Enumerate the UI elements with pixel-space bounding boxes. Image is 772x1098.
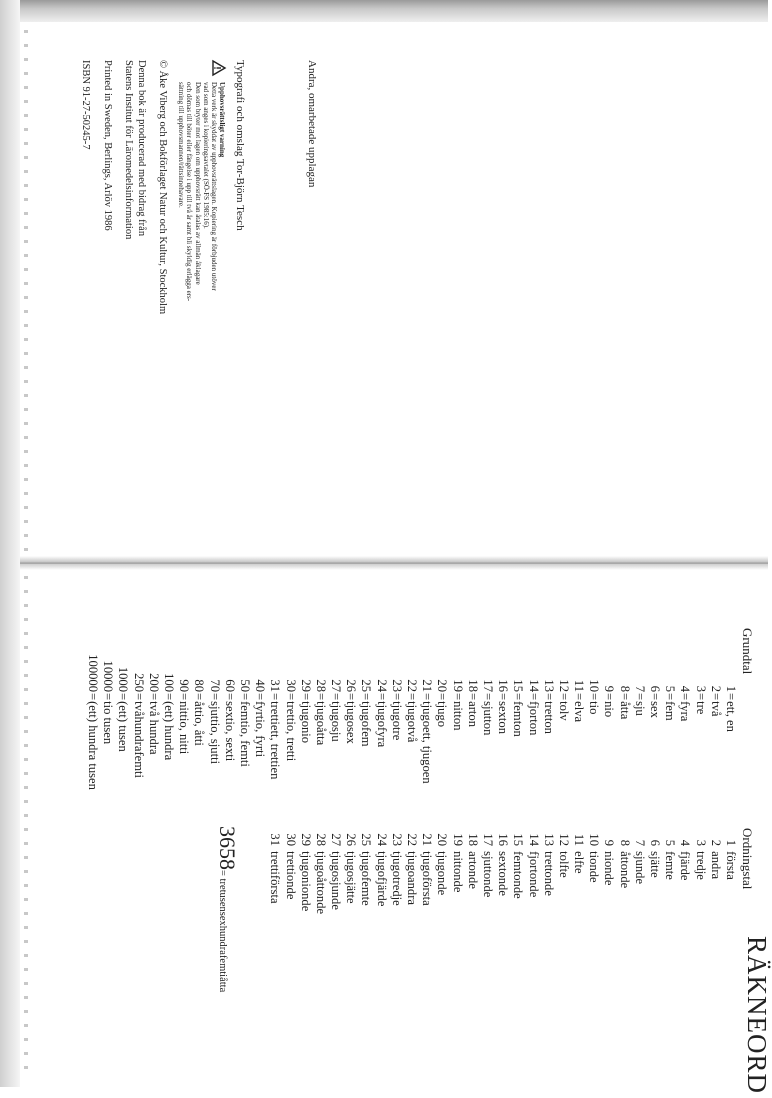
number-digits: 6 bbox=[648, 839, 663, 846]
number-row bbox=[358, 628, 373, 818]
number-row bbox=[647, 628, 662, 818]
number-word: fyra bbox=[678, 701, 693, 722]
equals-sign: = bbox=[101, 693, 116, 701]
copyright-line: © Åke Viberg och Bokförlaget Natur och Kultur, Stockholm bbox=[157, 60, 168, 315]
equals-sign: = bbox=[329, 693, 344, 701]
number-row bbox=[495, 832, 510, 992]
equals-sign: = bbox=[526, 693, 541, 701]
number-digits: 20 bbox=[435, 679, 450, 692]
number-row bbox=[617, 832, 632, 992]
warning-line: Detta verk är skyddat av upphovsrättslagen. Kopiering är förbjuden utöver bbox=[210, 82, 219, 291]
number-word: fjortonde bbox=[526, 851, 541, 898]
equals-sign: = bbox=[617, 693, 632, 701]
number-digits: 50 bbox=[238, 679, 252, 692]
number-word: tjugofem bbox=[359, 701, 374, 747]
number-row bbox=[692, 832, 707, 992]
number-word: sjunde bbox=[632, 851, 647, 885]
number-digits: 15 bbox=[511, 679, 526, 692]
scan-edge-top bbox=[0, 0, 768, 22]
number-row bbox=[252, 628, 267, 818]
number-digits: 5 bbox=[663, 839, 678, 846]
number-digits: 5 bbox=[663, 685, 678, 692]
number-digits: 1 bbox=[724, 839, 738, 846]
number-digits: 28 bbox=[313, 679, 328, 692]
number-digits: 10 bbox=[587, 833, 602, 846]
number-word: sjutton bbox=[481, 701, 495, 736]
number-word: tjugoandra bbox=[405, 851, 420, 906]
number-digits: 200 bbox=[146, 673, 161, 692]
equals-sign: = bbox=[344, 693, 359, 701]
number-digits: 19 bbox=[450, 833, 465, 846]
equals-sign: = bbox=[374, 693, 389, 701]
number-row bbox=[525, 628, 540, 818]
imprint-page bbox=[78, 60, 318, 540]
number-digits: 17 bbox=[481, 833, 495, 846]
number-row bbox=[571, 832, 586, 992]
number-digits: 90 bbox=[177, 679, 192, 692]
warning-line: sättning till upphovsmannen/rättsinnehavare. bbox=[177, 82, 186, 208]
number-word: elva bbox=[572, 701, 587, 723]
number-word: tjugoförsta bbox=[420, 851, 435, 906]
equals-sign: = bbox=[222, 693, 237, 701]
number-word: tjugoåttonde bbox=[313, 851, 328, 915]
number-row bbox=[647, 832, 662, 992]
number-word: sex bbox=[648, 701, 663, 718]
production-line: Denna bok är producerad med bidrag från bbox=[135, 60, 147, 237]
number-row bbox=[389, 628, 404, 818]
number-digits: 19 bbox=[450, 679, 465, 692]
warning-triangle-icon bbox=[213, 60, 227, 76]
number-word: sextonde bbox=[496, 851, 511, 896]
number-digits: 15 bbox=[511, 833, 526, 846]
equals-sign: = bbox=[678, 693, 693, 701]
number-word: tvåhundrafemti bbox=[131, 701, 146, 779]
number-digits: 4 bbox=[678, 839, 693, 846]
number-row bbox=[100, 628, 115, 818]
number-digits: 22 bbox=[405, 833, 420, 846]
number-word: tretton bbox=[541, 701, 556, 734]
number-row bbox=[328, 628, 343, 818]
number-row bbox=[267, 628, 282, 818]
number-word: fem bbox=[663, 701, 678, 721]
equals-sign: = bbox=[587, 693, 602, 701]
equals-sign: = bbox=[313, 693, 328, 701]
production-line: Statens Institut för Läromedelsinformation bbox=[122, 60, 134, 240]
number-word: tionde bbox=[587, 851, 602, 883]
equals-sign: = bbox=[192, 693, 207, 701]
equals-sign: = bbox=[465, 693, 480, 701]
number-word: tjugotredje bbox=[389, 851, 404, 906]
number-word: tjugo bbox=[435, 701, 450, 727]
number-digits: 6 bbox=[648, 685, 663, 692]
number-word: femtonde bbox=[511, 851, 526, 899]
equals-sign: = bbox=[116, 693, 131, 701]
number-digits: 14 bbox=[526, 679, 541, 692]
equals-sign: = bbox=[405, 693, 420, 701]
number-row bbox=[708, 628, 723, 818]
number-row bbox=[343, 628, 358, 818]
number-word: sextio, sexti bbox=[222, 701, 237, 762]
number-digits: 28 bbox=[313, 833, 328, 846]
equals-sign: = bbox=[389, 693, 404, 701]
example-number-digits: 3658 bbox=[215, 826, 240, 870]
warning-text bbox=[177, 82, 227, 301]
number-word: tjugonionde bbox=[298, 851, 313, 912]
number-row bbox=[282, 628, 297, 818]
number-digits: 17 bbox=[481, 679, 495, 692]
number-row bbox=[313, 832, 328, 992]
number-digits: 31 bbox=[268, 679, 283, 692]
number-digits: 10000 bbox=[101, 660, 116, 692]
warning-line: Den som bryter mot lagen om upphovsrätt kan åtalas av allmän åklagare bbox=[193, 82, 202, 285]
number-row bbox=[449, 628, 464, 818]
equals-sign: = bbox=[283, 693, 298, 701]
number-row bbox=[723, 832, 738, 992]
number-digits: 16 bbox=[496, 679, 511, 692]
number-row bbox=[541, 832, 556, 992]
number-words-page bbox=[82, 628, 772, 1098]
equals-sign: = bbox=[146, 693, 161, 701]
page-title: RÄKNEORD bbox=[742, 936, 772, 1095]
number-digits: 25 bbox=[359, 833, 374, 846]
equals-sign: = bbox=[177, 693, 192, 701]
number-digits: 70 bbox=[207, 679, 222, 692]
number-row bbox=[343, 832, 358, 992]
equals-sign: = bbox=[450, 693, 465, 701]
typography-credit: Typografi och omslag Tor-Björn Tesch bbox=[234, 60, 247, 231]
equals-sign: = bbox=[253, 693, 268, 701]
number-word: femtio, femti bbox=[238, 701, 252, 767]
number-digits: 12 bbox=[556, 833, 571, 846]
number-row bbox=[480, 832, 495, 992]
number-digits: 27 bbox=[329, 679, 344, 692]
warning-line: vad som anges i kopieringsavtalet (SÖ-FS 1985:16). bbox=[202, 82, 210, 229]
number-word: tredje bbox=[693, 851, 708, 880]
number-row bbox=[222, 628, 237, 818]
equals-sign: = bbox=[162, 693, 177, 701]
number-row bbox=[525, 832, 540, 992]
number-word: trettiett, trettien bbox=[268, 701, 283, 780]
number-digits: 80 bbox=[192, 679, 207, 692]
equals-sign: = bbox=[86, 693, 101, 701]
number-word: tjugosex bbox=[344, 701, 359, 744]
number-row bbox=[419, 832, 434, 992]
number-digits: 31 bbox=[268, 833, 283, 846]
number-word: (ett) hundra bbox=[162, 701, 177, 761]
number-row bbox=[556, 628, 571, 818]
number-word: tjugofemte bbox=[359, 851, 374, 906]
number-digits: 18 bbox=[465, 679, 480, 692]
number-word: fjorton bbox=[526, 701, 541, 736]
number-row bbox=[176, 628, 191, 818]
number-row bbox=[723, 628, 738, 818]
number-word: tolv bbox=[556, 701, 571, 721]
number-digits: 8 bbox=[617, 685, 632, 692]
number-word: sjätte bbox=[648, 851, 663, 878]
equals-sign: = bbox=[481, 693, 495, 701]
number-row bbox=[131, 628, 146, 818]
number-word: fyrtio, fyrti bbox=[253, 701, 268, 758]
number-digits: 10 bbox=[587, 679, 602, 692]
number-digits: 8 bbox=[617, 839, 632, 846]
number-row bbox=[404, 628, 419, 818]
number-row bbox=[434, 628, 449, 818]
number-word: andra bbox=[708, 851, 723, 880]
number-row bbox=[480, 628, 495, 818]
number-word: sju bbox=[632, 701, 647, 716]
equals-sign: = bbox=[572, 693, 587, 701]
number-digits: 21 bbox=[420, 679, 435, 692]
number-row bbox=[374, 832, 389, 992]
number-row bbox=[434, 832, 449, 992]
number-row bbox=[495, 628, 510, 818]
number-row bbox=[237, 628, 252, 818]
warning-line: och dömas till böter eller fängelse i upp till två år samt bli skyldig erlägga ers- bbox=[185, 82, 194, 302]
number-word: tio bbox=[587, 701, 602, 715]
number-row bbox=[632, 832, 647, 992]
number-digits: 16 bbox=[496, 833, 511, 846]
number-word: nittio, nitti bbox=[177, 701, 192, 755]
number-row bbox=[298, 628, 313, 818]
warning-heading: Upphovsrättsligt varning bbox=[218, 82, 227, 158]
number-word: två hundra bbox=[146, 701, 161, 755]
number-digits: 7 bbox=[632, 839, 647, 846]
number-row bbox=[191, 628, 206, 818]
number-word: tio tusen bbox=[101, 701, 116, 745]
edition-note: Andra, omarbetade upplagan bbox=[306, 60, 318, 188]
number-word: trettonde bbox=[541, 851, 556, 896]
example-number-word: = tretusensexhundrafemtiåtta bbox=[217, 870, 228, 993]
number-word: nionde bbox=[602, 851, 617, 886]
equals-sign: = bbox=[511, 693, 526, 701]
equals-sign: = bbox=[207, 693, 222, 701]
number-row bbox=[404, 832, 419, 992]
number-digits: 3 bbox=[693, 839, 708, 846]
equals-sign: = bbox=[648, 693, 663, 701]
equals-sign: = bbox=[632, 693, 647, 701]
number-word: tjugotre bbox=[389, 701, 404, 741]
equals-sign: = bbox=[708, 693, 723, 701]
number-digits: 11 bbox=[572, 679, 587, 692]
number-word: tjugoåtta bbox=[313, 701, 328, 746]
equals-sign: = bbox=[435, 693, 450, 701]
number-digits: 22 bbox=[405, 679, 420, 692]
number-word: tolfte bbox=[556, 851, 571, 878]
equals-sign: = bbox=[131, 693, 146, 701]
example-number bbox=[214, 826, 240, 992]
equals-sign: = bbox=[496, 693, 511, 701]
number-row bbox=[267, 832, 282, 992]
printed-line: Printed in Sweden, Berlings, Arlöv 1986 bbox=[101, 60, 113, 231]
number-word: tjugonde bbox=[435, 851, 450, 896]
number-digits: 25 bbox=[359, 679, 374, 692]
equals-sign: = bbox=[602, 693, 617, 701]
number-row bbox=[328, 832, 343, 992]
number-digits: 30 bbox=[283, 679, 298, 692]
equals-sign: = bbox=[724, 693, 738, 701]
number-word: femte bbox=[663, 851, 678, 880]
number-word: tjugofjärde bbox=[374, 851, 389, 907]
number-word: tjugotvå bbox=[405, 701, 420, 743]
number-word: nio bbox=[602, 701, 617, 718]
number-word: tjugosju bbox=[329, 701, 344, 742]
number-word: tjugofyra bbox=[374, 701, 389, 748]
number-word: (ett) hundra tusen bbox=[86, 701, 101, 790]
number-digits: 21 bbox=[420, 833, 435, 846]
equals-sign: = bbox=[693, 693, 708, 701]
number-digits: 20 bbox=[435, 833, 450, 846]
number-row bbox=[662, 832, 677, 992]
number-word: tjugoett, tjugoen bbox=[420, 701, 435, 784]
equals-sign: = bbox=[541, 693, 556, 701]
number-digits: 1 bbox=[724, 685, 738, 692]
number-row bbox=[389, 832, 404, 992]
number-row bbox=[146, 628, 161, 818]
binding-holes bbox=[24, 30, 28, 1070]
number-row bbox=[313, 628, 328, 818]
number-digits: 100000 bbox=[86, 654, 101, 692]
number-row bbox=[419, 628, 434, 818]
number-word: sjuttonde bbox=[481, 851, 495, 898]
number-row bbox=[541, 628, 556, 818]
number-digits: 24 bbox=[374, 679, 389, 692]
number-row bbox=[601, 628, 616, 818]
scan-edge-left bbox=[0, 0, 20, 1087]
number-word: två bbox=[708, 701, 723, 717]
number-word: tjugosjunde bbox=[329, 851, 344, 910]
number-digits: 13 bbox=[541, 679, 556, 692]
equals-sign: = bbox=[238, 693, 252, 701]
number-row bbox=[708, 832, 723, 992]
cardinal-heading: Grundtal bbox=[740, 628, 755, 675]
number-digits: 11 bbox=[572, 833, 587, 846]
equals-sign: = bbox=[359, 693, 374, 701]
number-word: nitton bbox=[450, 701, 465, 731]
number-row bbox=[662, 628, 677, 818]
number-word: första bbox=[724, 851, 738, 880]
number-row bbox=[586, 832, 601, 992]
number-row bbox=[115, 628, 130, 818]
number-word: elfte bbox=[572, 851, 587, 874]
number-word: sexton bbox=[496, 701, 511, 734]
number-word: trettiförsta bbox=[268, 851, 283, 904]
number-digits: 12 bbox=[556, 679, 571, 692]
number-row bbox=[465, 628, 480, 818]
number-row bbox=[374, 628, 389, 818]
number-digits: 3 bbox=[693, 685, 708, 692]
number-row bbox=[358, 832, 373, 992]
isbn-line: ISBN 91-27-50245-7 bbox=[80, 60, 92, 150]
page-fold bbox=[20, 556, 768, 570]
number-digits: 9 bbox=[602, 685, 617, 692]
number-row bbox=[510, 832, 525, 992]
cardinal-list bbox=[85, 628, 738, 818]
number-word: åtta bbox=[617, 701, 632, 720]
number-digits: 40 bbox=[253, 679, 268, 692]
number-row bbox=[556, 832, 571, 992]
number-digits: 23 bbox=[389, 833, 404, 846]
number-row bbox=[85, 628, 100, 818]
equals-sign: = bbox=[663, 693, 678, 701]
number-row bbox=[465, 832, 480, 992]
number-digits: 30 bbox=[283, 833, 298, 846]
number-word: åttio, åtti bbox=[192, 701, 207, 746]
number-word: tre bbox=[693, 701, 708, 715]
number-digits: 14 bbox=[526, 833, 541, 846]
number-digits: 29 bbox=[298, 679, 313, 692]
number-word: nittonde bbox=[450, 851, 465, 893]
number-word: trettionde bbox=[283, 851, 298, 900]
number-digits: 100 bbox=[162, 673, 177, 692]
number-word: fjärde bbox=[678, 851, 693, 881]
number-digits: 27 bbox=[329, 833, 344, 846]
equals-sign: = bbox=[556, 693, 571, 701]
number-row bbox=[692, 628, 707, 818]
number-word: åttonde bbox=[617, 851, 632, 889]
number-row bbox=[677, 628, 692, 818]
number-row bbox=[298, 832, 313, 992]
number-digits: 18 bbox=[465, 833, 480, 846]
number-digits: 9 bbox=[602, 839, 617, 846]
number-word: tjugonio bbox=[298, 701, 313, 744]
number-word: ett, en bbox=[724, 701, 738, 732]
number-digits: 29 bbox=[298, 833, 313, 846]
number-row bbox=[510, 628, 525, 818]
number-row bbox=[206, 628, 221, 818]
number-row bbox=[282, 832, 297, 992]
number-digits: 4 bbox=[678, 685, 693, 692]
copyright-warning bbox=[177, 60, 227, 540]
number-digits: 2 bbox=[708, 685, 723, 692]
number-digits: 24 bbox=[374, 833, 389, 846]
equals-sign: = bbox=[420, 693, 435, 701]
number-digits: 26 bbox=[344, 679, 359, 692]
number-row bbox=[632, 628, 647, 818]
number-digits: 13 bbox=[541, 833, 556, 846]
number-digits: 60 bbox=[222, 679, 237, 692]
number-digits: 26 bbox=[344, 833, 359, 846]
number-word: arton bbox=[465, 701, 480, 727]
equals-sign: = bbox=[268, 693, 283, 701]
number-row bbox=[449, 832, 464, 992]
number-row bbox=[677, 832, 692, 992]
number-word: femton bbox=[511, 701, 526, 737]
number-word: sjuttio, sjutti bbox=[207, 701, 222, 765]
number-digits: 250 bbox=[131, 673, 146, 692]
number-word: trettio, tretti bbox=[283, 701, 298, 762]
number-row bbox=[617, 628, 632, 818]
number-digits: 23 bbox=[389, 679, 404, 692]
production-note bbox=[122, 60, 148, 540]
equals-sign: = bbox=[298, 693, 313, 701]
number-digits: 7 bbox=[632, 685, 647, 692]
number-digits: 1000 bbox=[116, 666, 131, 692]
ordinal-heading: Ordningstal bbox=[740, 828, 755, 890]
number-row bbox=[571, 628, 586, 818]
number-row bbox=[601, 832, 616, 992]
number-word: tjugosjätte bbox=[344, 851, 359, 904]
ordinal-list bbox=[267, 832, 738, 992]
number-word: (ett) tusen bbox=[116, 701, 131, 752]
number-digits: 2 bbox=[708, 839, 723, 846]
number-row bbox=[586, 628, 601, 818]
number-word: artonde bbox=[465, 851, 480, 889]
number-row bbox=[161, 628, 176, 818]
